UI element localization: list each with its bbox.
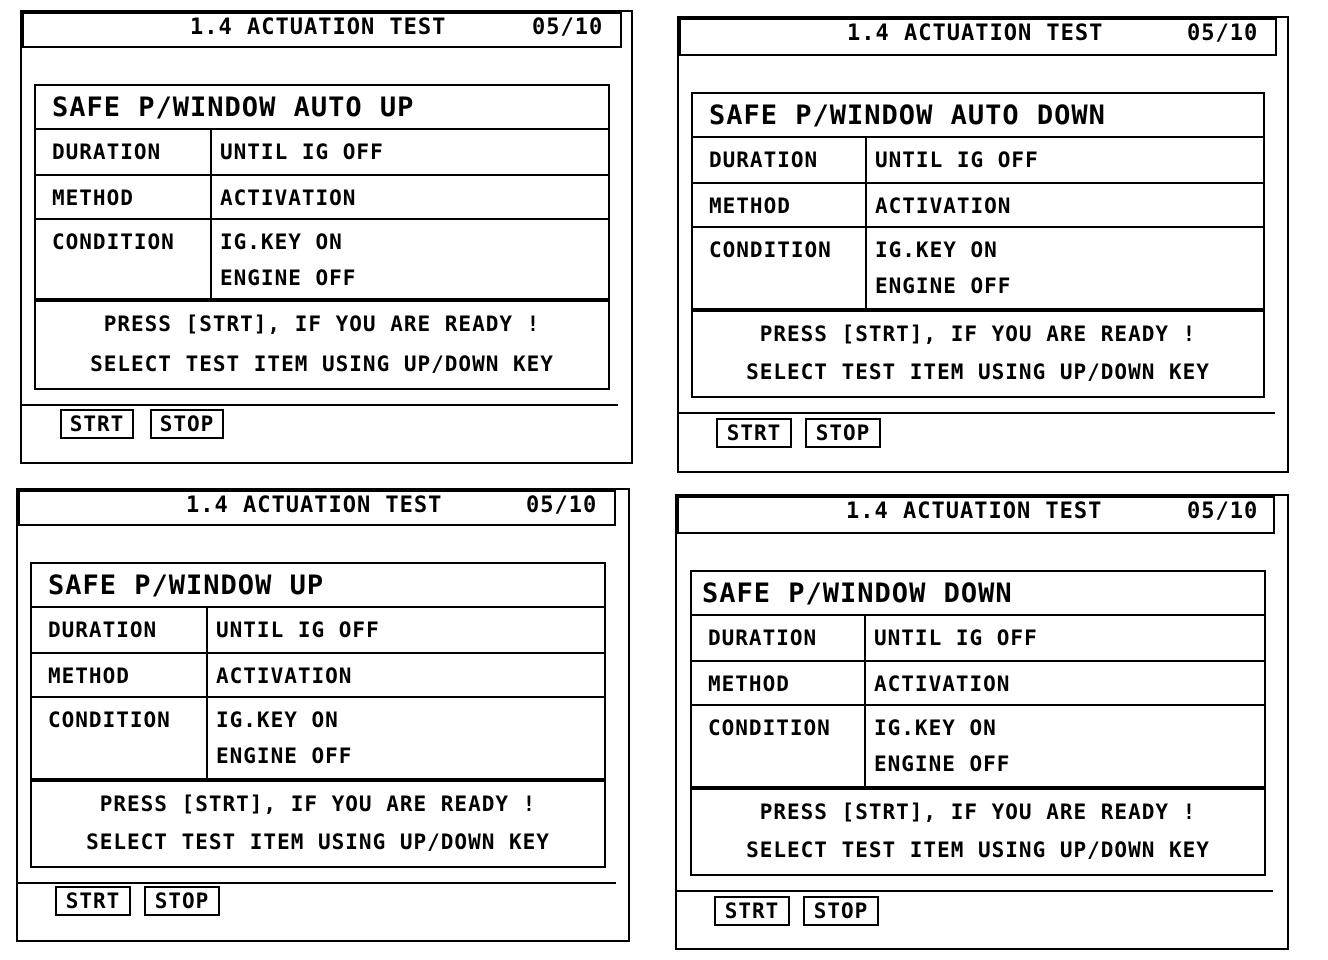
start-button[interactable]: STRT <box>716 418 792 448</box>
condition-value-ig-key: IG.KEY ON <box>220 230 343 254</box>
actuation-test-screen-auto-down <box>677 16 1289 473</box>
screen-title: 1.4 ACTUATION TEST <box>190 15 447 40</box>
test-item-name: SAFE P/WINDOW DOWN <box>692 572 1264 616</box>
test-item-panel <box>690 570 1266 788</box>
method-row <box>36 176 608 220</box>
select-instruction: SELECT TEST ITEM USING UP/DOWN KEY <box>86 830 550 854</box>
condition-value-engine: ENGINE OFF <box>216 744 353 768</box>
method-row <box>693 184 1263 228</box>
test-item-panel <box>34 84 610 300</box>
duration-row <box>32 608 604 654</box>
test-item-name: SAFE P/WINDOW AUTO DOWN <box>693 94 1263 138</box>
stop-button[interactable]: STOP <box>803 896 879 926</box>
screen-title-bar <box>18 490 616 526</box>
duration-value: UNTIL IG OFF <box>216 618 380 642</box>
function-key-separator <box>18 882 616 884</box>
duration-label: DURATION <box>709 148 819 172</box>
condition-row <box>32 698 604 778</box>
duration-label: DURATION <box>48 618 158 642</box>
condition-row <box>36 220 608 298</box>
duration-row <box>693 138 1263 184</box>
function-key-separator <box>677 890 1273 892</box>
duration-value: UNTIL IG OFF <box>220 140 384 164</box>
condition-value-ig-key: IG.KEY ON <box>875 238 998 262</box>
duration-label: DURATION <box>708 626 818 650</box>
method-label: METHOD <box>709 194 791 218</box>
method-label: METHOD <box>708 672 790 696</box>
actuation-test-screen-auto-up <box>20 10 633 464</box>
method-row <box>32 654 604 698</box>
condition-value-engine: ENGINE OFF <box>220 266 357 290</box>
actuation-test-screen-up <box>16 488 630 942</box>
instruction-panel <box>30 780 606 868</box>
condition-label: CONDITION <box>52 230 175 254</box>
screen-title: 1.4 ACTUATION TEST <box>847 21 1104 46</box>
duration-row <box>36 130 608 176</box>
stop-button[interactable]: STOP <box>150 409 224 439</box>
condition-label: CONDITION <box>709 238 832 262</box>
screen-title-bar <box>679 18 1277 56</box>
screen-title: 1.4 ACTUATION TEST <box>846 499 1103 524</box>
method-label: METHOD <box>52 186 134 210</box>
condition-value-ig-key: IG.KEY ON <box>216 708 339 732</box>
test-item-panel <box>691 92 1265 310</box>
instruction-panel <box>691 310 1265 398</box>
method-row <box>692 662 1264 706</box>
condition-value-engine: ENGINE OFF <box>875 274 1012 298</box>
method-value: ACTIVATION <box>875 194 1012 218</box>
stop-button[interactable]: STOP <box>805 418 881 448</box>
duration-value: UNTIL IG OFF <box>874 626 1038 650</box>
method-value: ACTIVATION <box>220 186 357 210</box>
stop-button[interactable]: STOP <box>144 886 220 916</box>
method-value: ACTIVATION <box>216 664 353 688</box>
function-key-separator <box>679 412 1275 414</box>
ready-prompt: PRESS [STRT], IF YOU ARE READY ! <box>103 312 541 336</box>
actuation-test-screen-down <box>675 494 1289 950</box>
condition-row <box>692 706 1264 786</box>
instruction-panel <box>34 300 610 390</box>
method-label: METHOD <box>48 664 130 688</box>
condition-value-engine: ENGINE OFF <box>874 752 1011 776</box>
condition-row <box>693 228 1263 308</box>
duration-row <box>692 616 1264 662</box>
condition-value-ig-key: IG.KEY ON <box>874 716 997 740</box>
start-button[interactable]: STRT <box>55 886 131 916</box>
ready-prompt: PRESS [STRT], IF YOU ARE READY ! <box>99 792 537 816</box>
condition-label: CONDITION <box>708 716 831 740</box>
test-item-name: SAFE P/WINDOW UP <box>32 564 604 608</box>
page-indicator: 05/10 <box>1187 21 1259 46</box>
duration-value: UNTIL IG OFF <box>875 148 1039 172</box>
test-item-panel <box>30 562 606 780</box>
screen-title-bar <box>677 496 1275 534</box>
instruction-panel <box>690 788 1266 876</box>
test-item-name: SAFE P/WINDOW AUTO UP <box>36 86 608 130</box>
function-key-separator <box>22 404 618 406</box>
page-indicator: 05/10 <box>532 15 604 40</box>
select-instruction: SELECT TEST ITEM USING UP/DOWN KEY <box>746 360 1210 384</box>
start-button[interactable]: STRT <box>714 896 790 926</box>
ready-prompt: PRESS [STRT], IF YOU ARE READY ! <box>759 800 1197 824</box>
method-value: ACTIVATION <box>874 672 1011 696</box>
duration-label: DURATION <box>52 140 162 164</box>
select-instruction: SELECT TEST ITEM USING UP/DOWN KEY <box>90 352 554 376</box>
ready-prompt: PRESS [STRT], IF YOU ARE READY ! <box>759 322 1197 346</box>
select-instruction: SELECT TEST ITEM USING UP/DOWN KEY <box>746 838 1210 862</box>
condition-label: CONDITION <box>48 708 171 732</box>
page-indicator: 05/10 <box>1187 499 1259 524</box>
page-indicator: 05/10 <box>526 493 598 518</box>
start-button[interactable]: STRT <box>60 409 134 439</box>
screen-title-bar <box>22 12 622 48</box>
screen-title: 1.4 ACTUATION TEST <box>186 493 443 518</box>
